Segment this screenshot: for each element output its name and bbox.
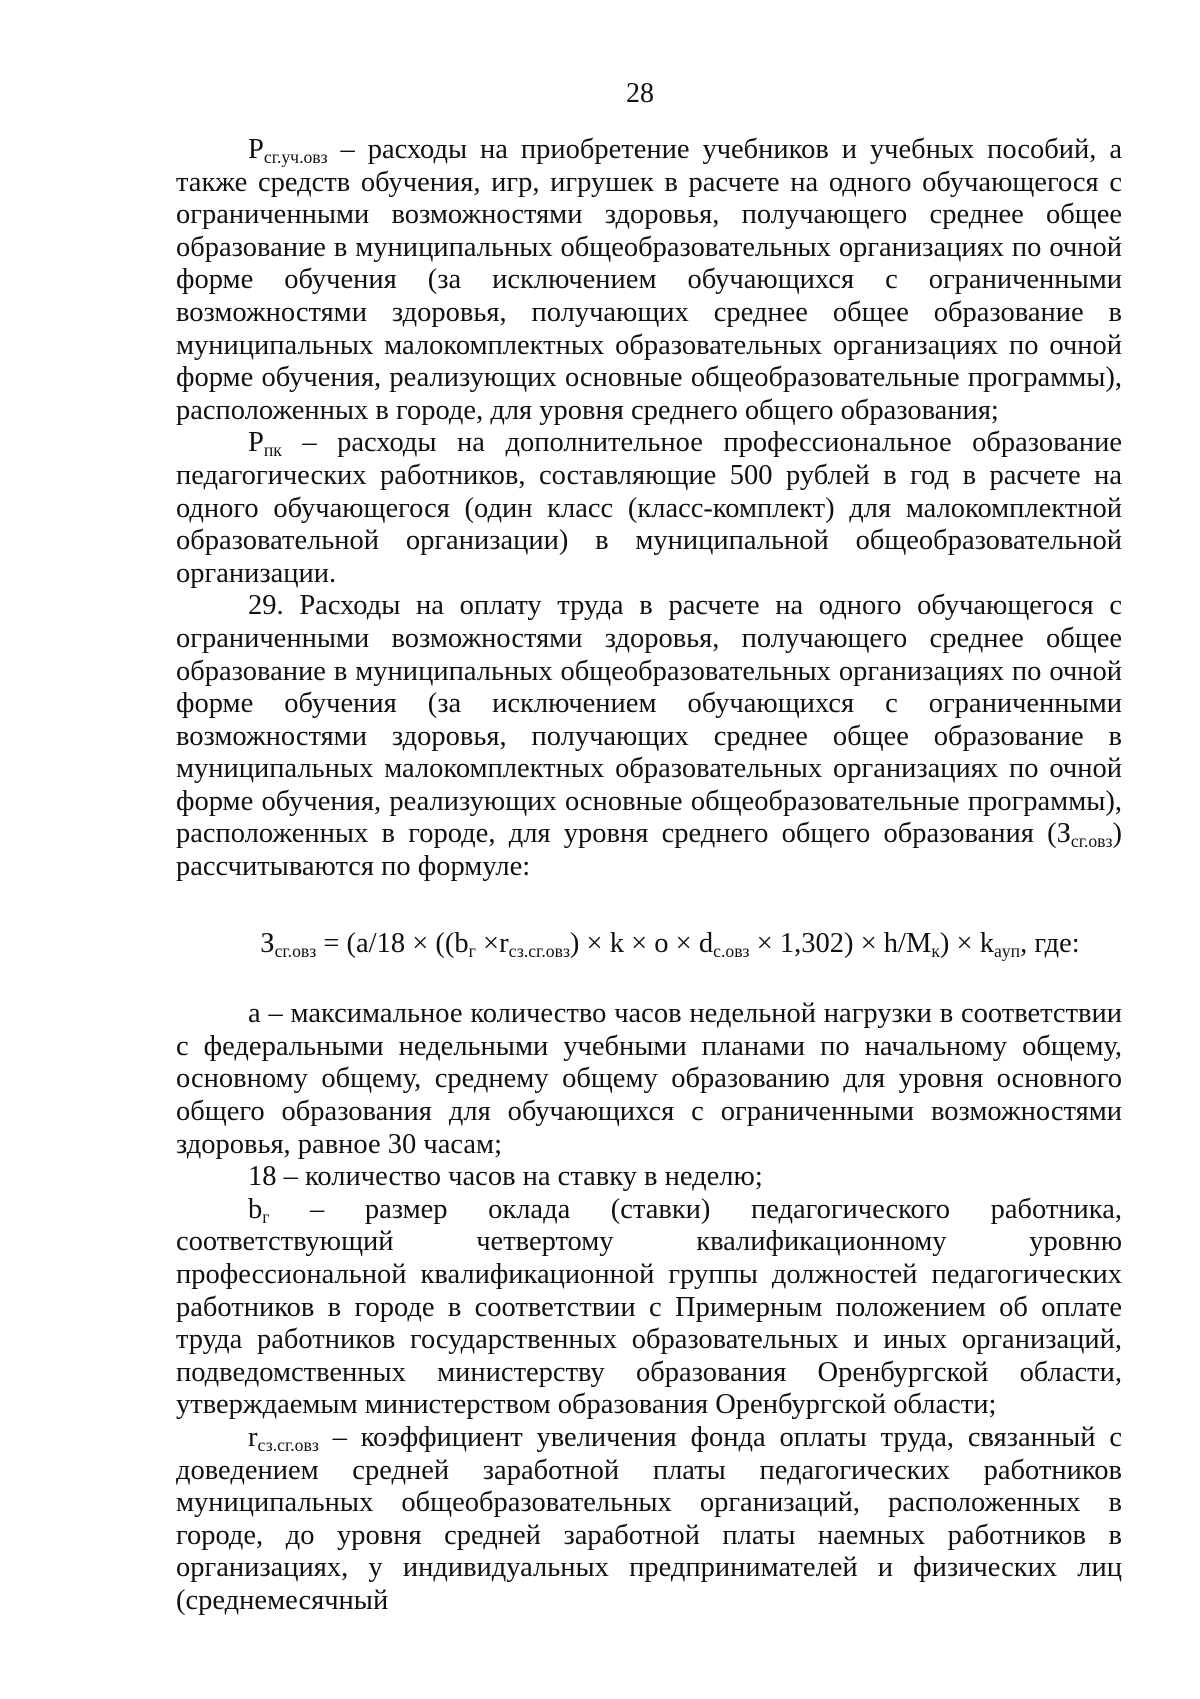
formula-part2: ×r (475, 927, 509, 959)
formula-z: З (260, 927, 275, 959)
paragraph-r-pk (176, 427, 1122, 590)
symbol: b (248, 1193, 263, 1225)
symbol-subscript: сг.овз (1070, 831, 1113, 852)
formula-m-sub: к (931, 940, 940, 961)
formula-r-sub: сз.сг.овз (508, 940, 570, 961)
paragraph-r-sg-uch-ovz (176, 134, 1122, 427)
paragraph-text: – расходы на приобретение учебников и учебных пособий, а также средств обучения, игр, игрушек в расчете на одного обучающегося с ограниченными возможностями здоровья, получающего среднее общее образование в муниципальных общеобразовательных организациях по очной форме обучения (за исключением обучающихся с ограниченными возможностями здоровья, получающих среднее общее образование в муниципальных малокомплектных образовательных организациях по очной форме обучения, реализующих основные общеобразовательные программы), расположенных в городе, для уровня среднего общего образования; (176, 134, 1122, 426)
paragraph-18 (176, 1161, 1122, 1194)
paragraph-text: – коэффициент увеличения фонда оплаты труда, связанный с доведением средней заработной платы педагогических работников муниципальных общеобразовательных организаций, расположенных в городе, до уровня средней заработной платы наемных работников в организациях, у индивидуальных предпринимателей и физических лиц (среднемесячный (176, 1421, 1122, 1616)
paragraph-text: 18 – количество часов на ставку в неделю; (248, 1161, 763, 1193)
paragraph-b-g (176, 1194, 1122, 1422)
formula-z-sub: сг.овз (274, 940, 317, 961)
symbol-subscript: сз.сг.овз (257, 1434, 319, 1455)
paragraph-tail: ) рассчитываются по формуле: (176, 818, 1122, 883)
page-number: 28 (626, 78, 654, 109)
formula-d-sub: с.овз (713, 940, 750, 961)
paragraph-r-sz-sg-ovz (176, 1422, 1122, 1618)
formula-part4: × 1,302) × h/М (749, 927, 932, 959)
symbol-subscript: г (262, 1206, 270, 1227)
formula (218, 928, 1122, 961)
formula-k-sub: аyп (993, 940, 1021, 961)
symbol: Р (248, 134, 264, 165)
symbol-subscript: пк (263, 440, 282, 461)
document-body (176, 134, 1122, 1618)
symbol: r (248, 1421, 258, 1453)
paragraph-29 (176, 590, 1122, 883)
formula-part6: , где: (1020, 927, 1080, 959)
paragraph-text: 29. Расходы на оплату труда в расчете на одного обучающегося с ограниченными возможностями здоровья, получающего среднее общее образование в муниципальных общеобразовательных организациях по очной форме обучения (за исключением обучающихся с ограниченными возможностями здоровья, получающих среднее общее образование в муниципальных малокомплектных образовательных организациях по очной форме обучения, реализующих основные общеобразовательные программы), расположенных в городе, для уровня среднего общего образования ( (176, 590, 1122, 850)
formula-part1: = (а/18 × ((b (316, 927, 469, 959)
formula-b-sub: г (468, 940, 476, 961)
paragraph-text: – размер оклада (ставки) педагогического работника, соответствующий четвертому квалификационному уровню профессиональной квалификационной группы должностей педагогических работников в городе в соответствии с Примерным положением об оплате труда работников государственных образовательных и иных организаций, подведомственных министерству образования Оренбургской области, утверждаемым министерством образования Оренбургской области; (176, 1193, 1122, 1421)
symbol-subscript: сг.уч.овз (263, 146, 328, 167)
paragraph-text: а – максимальное количество часов недельной нагрузки в соответствии с федеральными недельными учебными планами по начальному общему, основному общему, среднему общему образованию для уровня основного общего образования для обучающихся с ограниченными возможностями здоровья, равное 30 часам; (176, 998, 1122, 1160)
formula-part5: ) × k (939, 927, 994, 959)
symbol: Р (248, 427, 264, 459)
formula-part3: ) × k × о × d (569, 927, 714, 959)
paragraph-text: – расходы на дополнительное профессиональное образование педагогических работников, составляющие 500 рублей в год в расчете на одного обучающегося (один класс (класс-комплект) для малокомплектной образовательной организации) в муниципальной общеобразовательной организации. (176, 427, 1122, 589)
paragraph-a (176, 998, 1122, 1161)
symbol: З (1056, 818, 1071, 850)
